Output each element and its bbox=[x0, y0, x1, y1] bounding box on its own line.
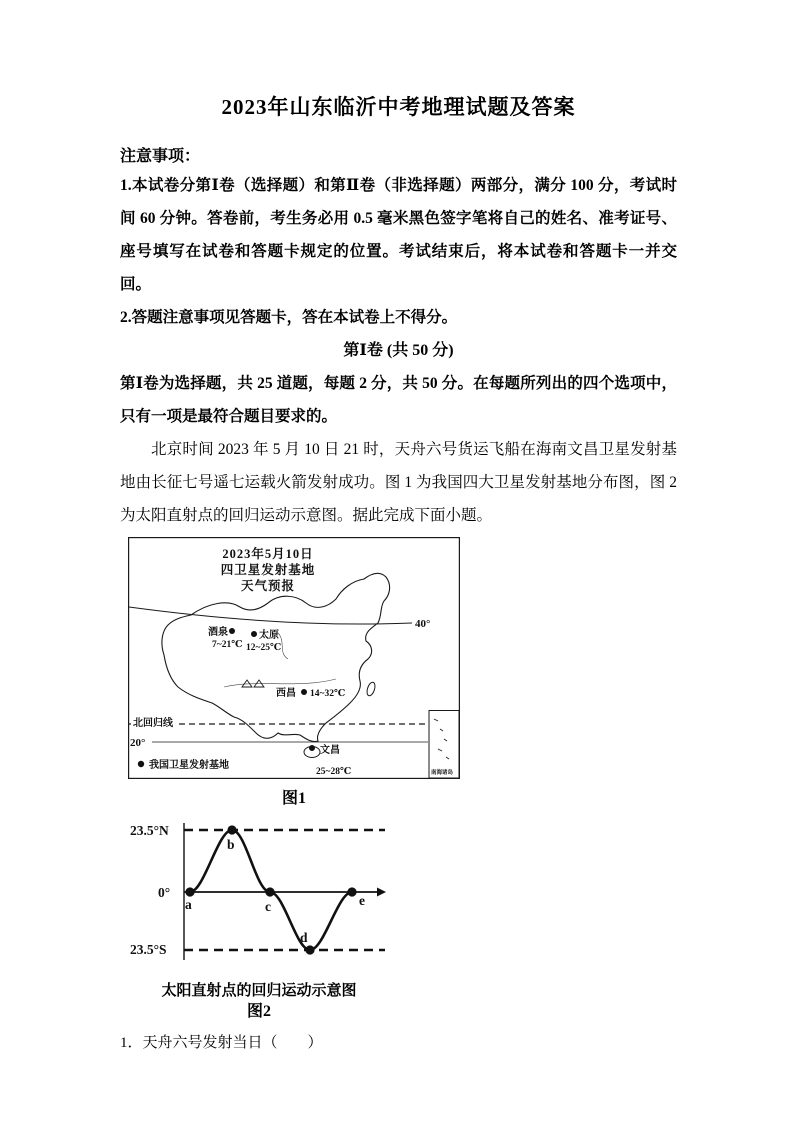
axis-label-235s: 23.5°S bbox=[130, 942, 167, 957]
point-d-dot bbox=[305, 945, 314, 954]
jiuquan-label: 酒泉 bbox=[208, 627, 228, 638]
notice-heading: 注意事项： bbox=[120, 148, 201, 165]
point-e-dot bbox=[347, 887, 356, 896]
latitude-40-label: 40° bbox=[415, 618, 431, 630]
jiuquan-temp: 7~21℃ bbox=[212, 640, 243, 650]
section-1-heading: 第Ⅰ卷 (共 50 分) bbox=[343, 342, 454, 359]
inset-label: 南海诸岛 bbox=[431, 770, 454, 776]
xichang-base-dot bbox=[301, 689, 307, 695]
point-b-label: b bbox=[227, 837, 235, 852]
jiuquan-base-dot bbox=[229, 628, 235, 634]
section-1-description: 第Ⅰ卷为选择题，共 25 道题，每题 2 分，共 50 分。在每题所列出的四个选项中，只有一项是最符合题目要求的。 bbox=[120, 375, 677, 425]
latitude-20-label: 20° bbox=[130, 737, 146, 749]
figure-1-caption: 图1 bbox=[281, 790, 306, 807]
point-e-label: e bbox=[359, 893, 365, 908]
figure-1-map-svg bbox=[128, 537, 460, 779]
wenchang-temp: 25~28℃ bbox=[316, 767, 352, 777]
taiyuan-label: 太原 bbox=[259, 630, 279, 641]
map-header-line-2: 四卫星发射基地 bbox=[220, 563, 316, 577]
point-c-label: c bbox=[265, 899, 271, 914]
page-title: 2023年山东临沂中考地理试题及答案 bbox=[221, 95, 576, 119]
legend-base-dot-icon bbox=[138, 761, 144, 767]
legend-label: 我国卫星发射基地 bbox=[149, 760, 229, 771]
xichang-label: 西昌 bbox=[276, 688, 296, 699]
point-b-dot bbox=[227, 825, 236, 834]
point-c-dot bbox=[265, 887, 274, 896]
wenchang-label: 文昌 bbox=[320, 745, 340, 756]
figure-2-title: 太阳直射点的回归运动示意图 bbox=[161, 983, 357, 999]
figure-1-map bbox=[128, 537, 460, 784]
taiyuan-base-dot bbox=[251, 631, 257, 637]
point-d-label: d bbox=[300, 930, 308, 945]
point-a-dot bbox=[185, 887, 194, 896]
xichang-temp: 14~32℃ bbox=[310, 689, 346, 699]
map-header-line-3: 天气预报 bbox=[240, 579, 296, 593]
notice-item-2: 2.答题注意事项见答题卡，答在本试卷上不得分。 bbox=[120, 309, 458, 326]
figure-2-diagram bbox=[128, 820, 390, 977]
notice-item-1: 1.本试卷分第Ⅰ卷（选择题）和第Ⅱ卷（非选择题）两部分，满分 100 分，考试时间 60 分钟。答卷前，考生务必用 0.5 毫米黑色签字笔将自己的姓名、准考证号、座号填写在试卷和答题卡规定的位置。考试结束后，将本试卷和答题卡一并交回。 bbox=[120, 177, 677, 293]
tropic-of-cancer-label: 北回归线 bbox=[133, 718, 173, 729]
question-passage: 北京时间 2023 年 5 月 10 日 21 时，天舟六号货运飞船在海南文昌卫星发射基地由长征七号遥七运载火箭发射成功。图 1 为我国四大卫星发射基地分布图，图 2 为太阳直射点的回归运动示意图。据此完成下面小题。 bbox=[120, 441, 677, 524]
taiwan-island bbox=[366, 681, 377, 696]
point-a-label: a bbox=[185, 897, 192, 912]
figure-2-caption: 图2 bbox=[246, 1003, 271, 1020]
china-outline bbox=[162, 573, 390, 741]
map-header-line-1: 2023年5月10日 bbox=[222, 547, 314, 561]
inset-box bbox=[429, 711, 459, 779]
equator-arrowhead bbox=[377, 888, 386, 897]
taiyuan-temp: 12~25℃ bbox=[246, 643, 282, 653]
river-line-south bbox=[224, 679, 336, 687]
question-1: 1．天舟六号发射当日（ ） bbox=[120, 1035, 323, 1051]
inset-islands bbox=[434, 719, 449, 759]
axis-label-equator: 0° bbox=[158, 885, 171, 900]
figure-2-diagram-svg bbox=[128, 820, 390, 972]
wenchang-base-dot bbox=[309, 745, 315, 751]
axis-label-235n: 23.5°N bbox=[130, 823, 169, 838]
